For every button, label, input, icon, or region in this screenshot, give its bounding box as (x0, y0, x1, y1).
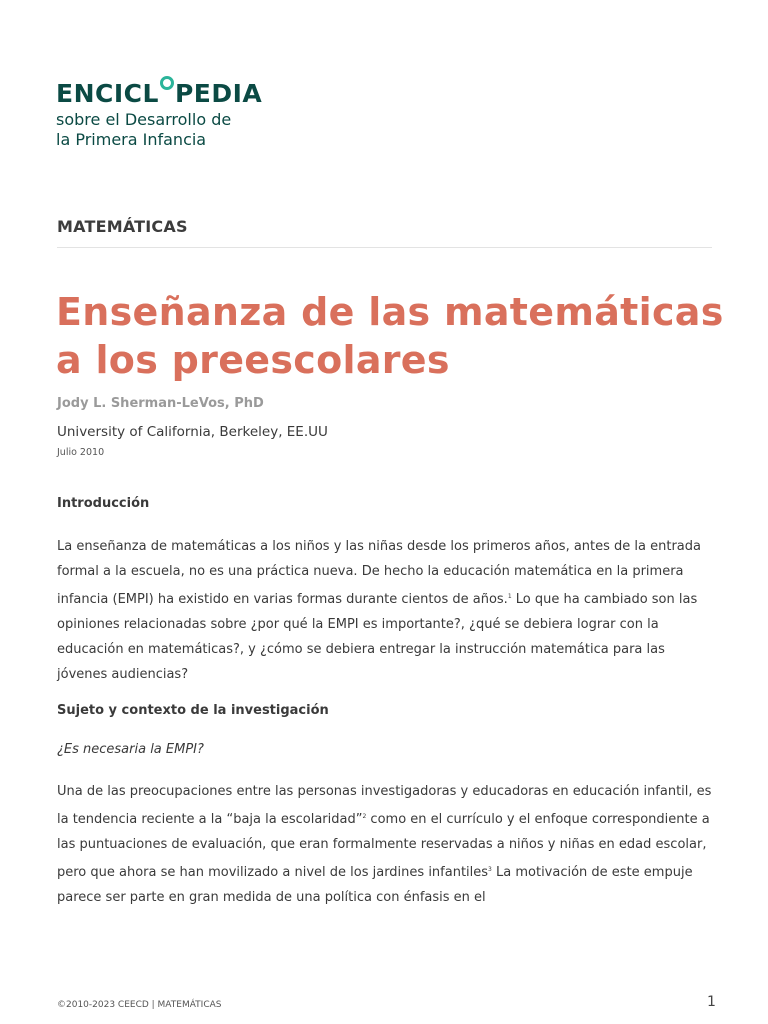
logo-subtitle-line2: la Primera Infancia (56, 130, 207, 149)
publication-date: Julio 2010 (57, 447, 105, 458)
intro-paragraph (57, 534, 717, 687)
research-text-a: Una de las preocupaciones entre las personas investigadoras y educadoras en educación infantil, es la tendencia reciente a la “baja la escolaridad” (57, 784, 712, 827)
author-affiliation: University of California, Berkeley, EE.UU (57, 424, 328, 440)
footnote-ref-1[interactable]: 1 (507, 593, 512, 600)
title-line-2: a los preescolares (56, 338, 450, 382)
logo-wordmark (56, 78, 262, 110)
intro-text-b: Lo que ha cambiado son las opiniones relacionadas sobre ¿por qué la EMPI es importante?, ¿qué se debiera lograr con la educación en matemáticas?, y ¿cómo se debiera entregar la instrucción matemática para las jóvenes audiencias? (57, 592, 698, 682)
logo-o-circle-icon (160, 76, 174, 90)
article-body (57, 494, 717, 910)
research-question: ¿Es necesaria la EMPI? (57, 742, 204, 757)
footnote-ref-2[interactable]: 2 (362, 813, 367, 820)
encyclopedia-logo (56, 78, 262, 150)
research-text-c: La motivación de este empuje parece ser parte en gran medida de una política con énfasis en el (57, 865, 693, 905)
title-line-1: Enseñanza de las matemáticas (56, 290, 724, 334)
header-divider (57, 247, 712, 248)
author-name: Jody L. Sherman-LeVos, PhD (57, 396, 264, 411)
page-number: 1 (707, 994, 716, 1010)
logo-subtitle-line1: sobre el Desarrollo de (56, 110, 232, 129)
logo-word-part1: ENCICL (56, 79, 159, 108)
intro-heading: Introducción (57, 496, 150, 511)
research-paragraph (57, 779, 717, 910)
logo-word-part2: PEDIA (174, 79, 263, 108)
footnote-ref-3[interactable]: 3 (488, 866, 492, 873)
research-heading: Sujeto y contexto de la investigación (57, 703, 329, 718)
section-label: MATEMÁTICAS (57, 217, 188, 236)
intro-text-a: La enseñanza de matemáticas a los niños y las niñas desde los primeros años, antes de la entrada formal a la escuela, no es una práctica nueva. De hecho la educación matemática en la primera infancia (EMPI) ha existido en varias formas durante cientos de años. (57, 539, 701, 607)
footer-copyright: ©2010-2023 CEECD | MATEMÁTICAS (57, 1000, 222, 1010)
research-text-b: como en el currículo y el enfoque correspondiente a las puntuaciones de evaluación, que eran formalmente reservadas a niños y niñas en edad escolar, pero que ahora se han movilizado a nivel de los jardines infantiles (57, 812, 710, 880)
article-title (56, 288, 736, 384)
